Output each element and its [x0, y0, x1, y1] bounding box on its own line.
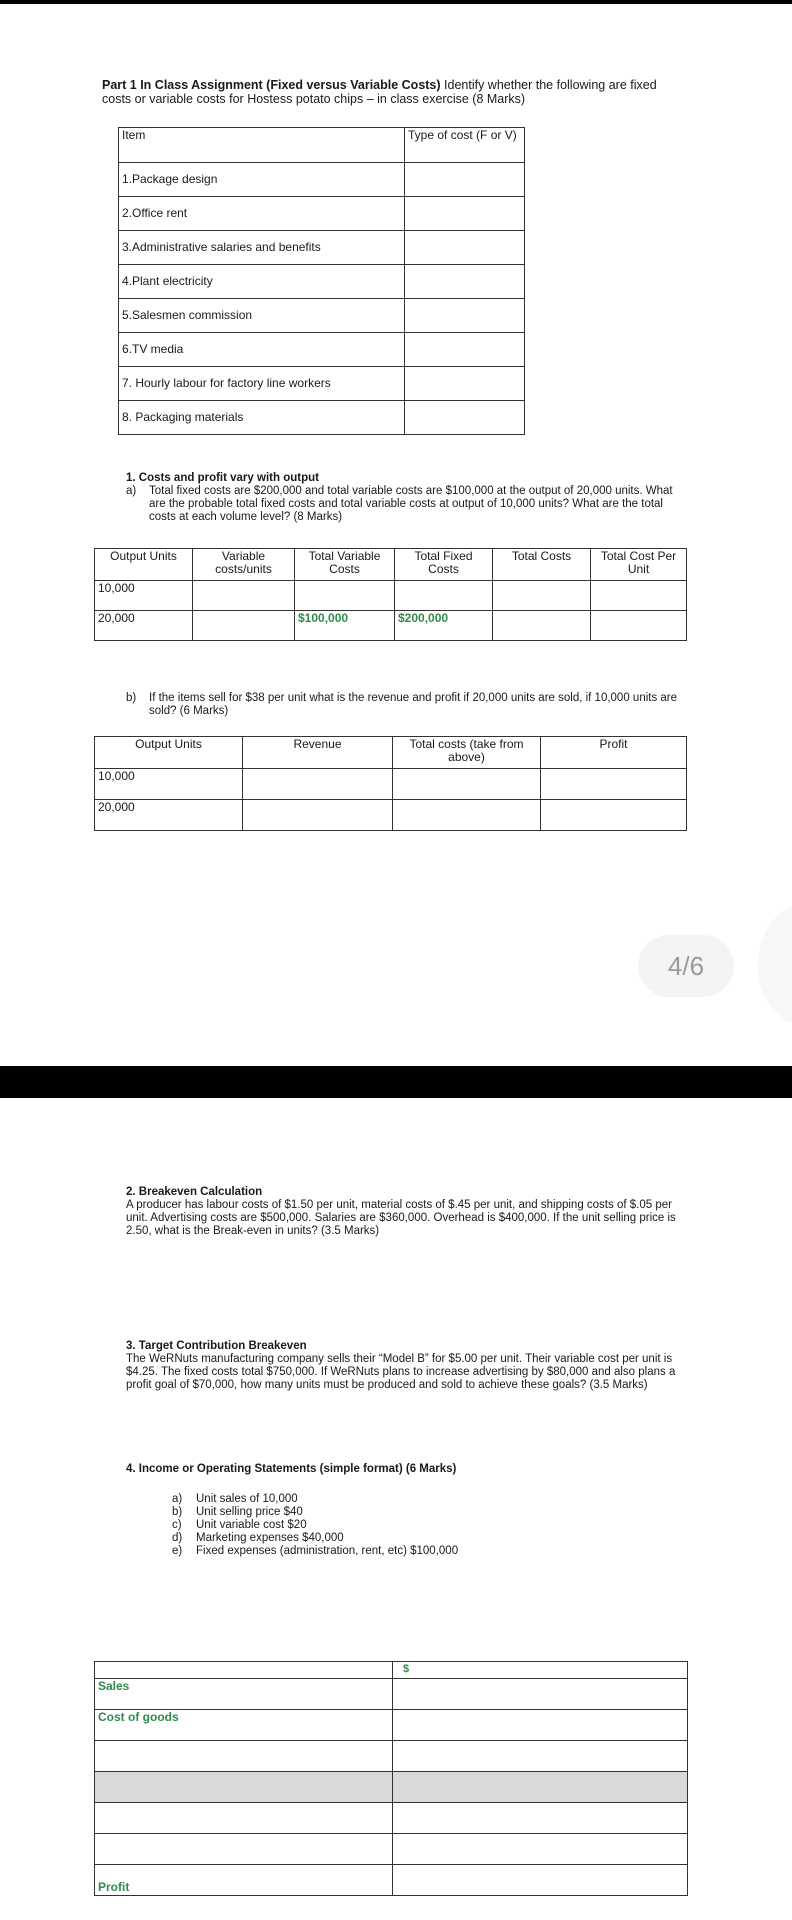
q4-item-label: a): [172, 1493, 183, 1505]
part1-title: Part 1 In Class Assignment (Fixed versus Variable Costs): [102, 78, 441, 92]
header-total-costs: Total costs (take from above): [393, 737, 541, 769]
q4-item-text: Unit selling price $40: [196, 1506, 303, 1518]
answer-cell[interactable]: [193, 611, 295, 641]
type-answer-cell[interactable]: [405, 197, 525, 231]
q4-item-text: Unit variable cost $20: [196, 1519, 307, 1531]
type-answer-cell[interactable]: [405, 265, 525, 299]
q4-item-label: b): [172, 1506, 183, 1518]
page-indicator: 4/6: [638, 935, 734, 997]
answer-cell[interactable]: [393, 800, 541, 831]
item-cell: 1.Package design: [119, 163, 405, 197]
cost-of-goods-amount-cell[interactable]: [393, 1710, 688, 1741]
answer-cell[interactable]: [193, 581, 295, 611]
answer-cell[interactable]: [395, 581, 493, 611]
item-cell: 5.Salesmen commission: [119, 299, 405, 333]
header-total-variable-costs: Total Variable Costs: [295, 549, 395, 581]
total-fixed-costs-value[interactable]: $200,000: [395, 611, 493, 641]
header-profit: Profit: [541, 737, 687, 769]
type-answer-cell[interactable]: [405, 401, 525, 435]
q4-item-list: [172, 1493, 672, 1558]
total-variable-costs-value[interactable]: $100,000: [295, 611, 395, 641]
type-answer-cell[interactable]: [405, 367, 525, 401]
sales-amount-cell[interactable]: [393, 1679, 688, 1710]
q4-item-text: Marketing expenses $40,000: [196, 1532, 344, 1544]
type-answer-cell[interactable]: [405, 299, 525, 333]
profit-amount-cell[interactable]: [393, 1865, 688, 1896]
q1a-table: [94, 548, 687, 641]
q4-item-text: Unit sales of 10,000: [196, 1493, 298, 1505]
scroll-edge-indicator: [758, 905, 792, 1025]
answer-cell[interactable]: [243, 800, 393, 831]
statement-label-cell[interactable]: [95, 1803, 393, 1834]
header-type: Type of cost (F or V): [405, 128, 525, 163]
header-revenue: Revenue: [243, 737, 393, 769]
header-output-units: Output Units: [95, 549, 193, 581]
header-item: Item: [119, 128, 405, 163]
q1b-text: If the items sell for $38 per unit what is the revenue and profit if 20,000 units are sold, if 10,000 units are sold? (6 Marks): [149, 692, 678, 717]
header-total-costs: Total Costs: [493, 549, 591, 581]
item-cell: 3.Administrative salaries and benefits: [119, 231, 405, 265]
header-total-fixed-costs: Total Fixed Costs: [395, 549, 493, 581]
item-cell: 6.TV media: [119, 333, 405, 367]
q2-text: A producer has labour costs of $1.50 per unit, material costs of $.45 per unit, and shipping costs of $.05 per unit. Advertising costs are $500,000. Salaries are $360,000. Overhead is $400,000. If the unit selling price is 2.50, what is the Break-even in units? (3.5 Marks): [126, 1199, 676, 1237]
cell-output-units: 20,000: [95, 611, 193, 641]
answer-cell[interactable]: [393, 769, 541, 800]
type-answer-cell[interactable]: [405, 163, 525, 197]
answer-cell[interactable]: [541, 769, 687, 800]
q4-item-label: d): [172, 1532, 183, 1544]
part1-intro: [102, 78, 682, 106]
part1-instructions: Identify whether the following are fixed costs or variable costs for Hostess potato chips – in class exercise (8 Marks): [102, 78, 657, 106]
q4-heading: 4. Income or Operating Statements (simple format) (6 Marks): [126, 1463, 457, 1475]
answer-cell[interactable]: [243, 769, 393, 800]
item-cell: 4.Plant electricity: [119, 265, 405, 299]
cell-output-units: 10,000: [95, 581, 193, 611]
statement-header-blank: [95, 1662, 393, 1679]
q1a-text: Total fixed costs are $200,000 and total variable costs are $100,000 at the output of 20,000 units. What are the probable total fixed costs and total variable costs at output of 10,000 units? What are the total costs at each volume level? (8 Marks): [149, 485, 673, 523]
cell-output-units: 10,000: [95, 769, 243, 800]
q4-item-label: e): [172, 1545, 183, 1557]
q1b-label: b): [126, 692, 137, 704]
q4-item: [172, 1506, 672, 1519]
q4-item: [172, 1545, 672, 1558]
q3-heading: 3. Target Contribution Breakeven: [126, 1340, 307, 1352]
answer-cell[interactable]: [493, 581, 591, 611]
top-black-bar: [0, 0, 792, 4]
page-divider-bar: [0, 1066, 792, 1098]
answer-cell[interactable]: [541, 800, 687, 831]
q1b-table: [94, 736, 687, 831]
profit-label: Profit: [95, 1865, 393, 1896]
cost-of-goods-label: Cost of goods: [95, 1710, 393, 1741]
statement-label-cell-shaded[interactable]: [95, 1772, 393, 1803]
q4-item: [172, 1493, 672, 1506]
sales-label: Sales: [95, 1679, 393, 1710]
type-answer-cell[interactable]: [405, 231, 525, 265]
item-cell: 8. Packaging materials: [119, 401, 405, 435]
part1-table: [118, 127, 525, 435]
type-answer-cell[interactable]: [405, 333, 525, 367]
statement-amount-cell[interactable]: [393, 1834, 688, 1865]
statement-label-cell[interactable]: [95, 1834, 393, 1865]
answer-cell[interactable]: [591, 581, 687, 611]
header-total-cost-per-unit: Total Cost Per Unit: [591, 549, 687, 581]
q4-item: [172, 1532, 672, 1545]
cell-output-units: 20,000: [95, 800, 243, 831]
item-cell: 7. Hourly labour for factory line workers: [119, 367, 405, 401]
q4-item-text: Fixed expenses (administration, rent, etc) $100,000: [196, 1545, 459, 1557]
answer-cell[interactable]: [591, 611, 687, 641]
income-statement-table: [94, 1661, 688, 1896]
answer-cell[interactable]: [295, 581, 395, 611]
q2-heading: 2. Breakeven Calculation: [126, 1186, 263, 1198]
answer-cell[interactable]: [493, 611, 591, 641]
statement-label-cell[interactable]: [95, 1741, 393, 1772]
q1-heading: 1. Costs and profit vary with output: [126, 472, 319, 484]
q4-item-label: c): [172, 1519, 182, 1531]
statement-amount-cell[interactable]: [393, 1741, 688, 1772]
item-cell: 2.Office rent: [119, 197, 405, 231]
q4-item: [172, 1519, 672, 1532]
statement-amount-cell[interactable]: [393, 1803, 688, 1834]
statement-amount-cell-shaded[interactable]: [393, 1772, 688, 1803]
q3-text: The WeRNuts manufacturing company sells their “Model B” for $5.00 per unit. Their variable cost per unit is $4.25. The fixed costs total $750,000. If WeRNuts plans to increase advertising by $80,000 and also plans a profit goal of $70,000, how many units must be produced and sold to achieve these goals? (3.5 Marks): [126, 1353, 676, 1391]
header-variable-costs-units: Variable costs/units: [193, 549, 295, 581]
q1a-label: a): [126, 485, 137, 497]
header-output-units: Output Units: [95, 737, 243, 769]
currency-header: $: [393, 1662, 688, 1679]
